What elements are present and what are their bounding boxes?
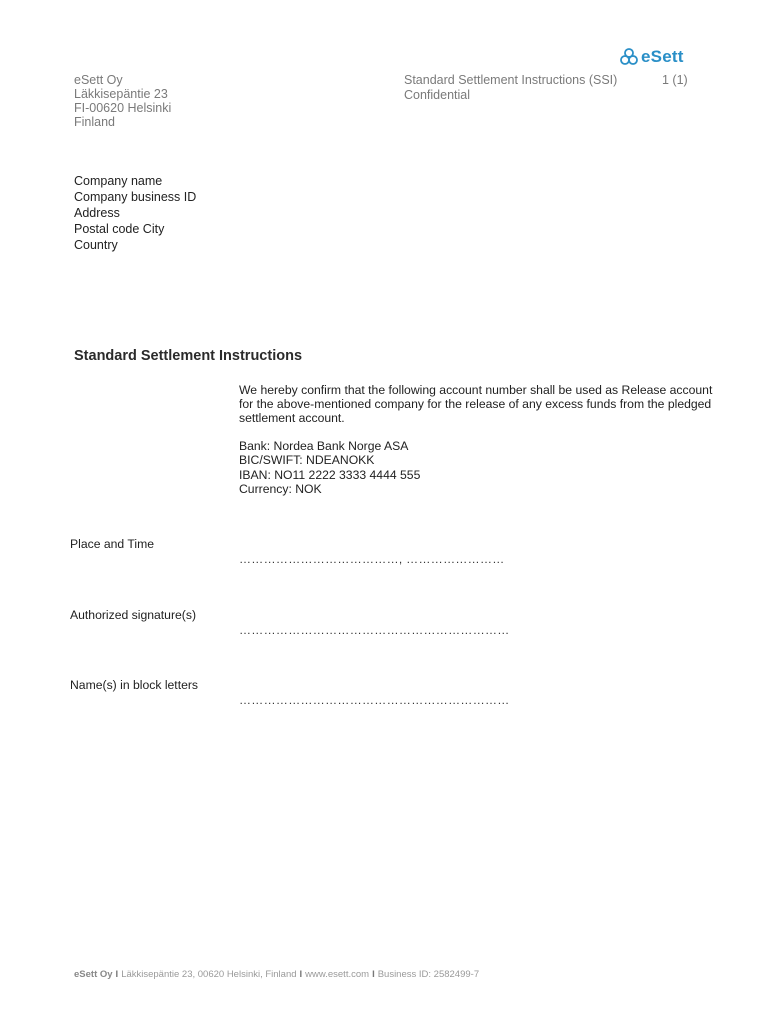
- sender-line: FI-00620 Helsinki: [74, 101, 172, 115]
- esett-logo: [619, 47, 684, 67]
- block-letters-field[interactable]: …………………………………………………………: [239, 693, 510, 707]
- place-time-field[interactable]: …………………………………, ……………………: [239, 552, 505, 566]
- sender-line: Finland: [74, 115, 115, 129]
- recipient-line: Company business ID: [74, 190, 197, 204]
- logo-text: eSett: [641, 47, 684, 66]
- block-letters-label: Name(s) in block letters: [70, 678, 199, 692]
- doc-classification: Confidential: [404, 88, 471, 102]
- iban-line: IBAN: NO11 2222 3333 4444 555: [239, 467, 421, 482]
- currency-line: Currency: NOK: [239, 482, 322, 497]
- footer-separator: I: [372, 969, 375, 980]
- page-footer: [74, 969, 479, 980]
- recipient-block: [74, 173, 196, 253]
- sender-line: eSett Oy: [74, 73, 123, 87]
- place-time-label: Place and Time: [70, 537, 155, 551]
- bic-line: BIC/SWIFT: NDEANOKK: [239, 453, 375, 468]
- footer-separator: I: [115, 969, 119, 980]
- footer-website[interactable]: www.esett.com: [305, 969, 370, 980]
- recipient-line: Company name: [74, 174, 163, 188]
- confirmation-text: We hereby confirm that the following account number shall be used as Release account for the above-mentioned company for the release of any excess funds from the pledged settlement account.: [239, 383, 713, 426]
- bank-line: Bank: Nordea Bank Norge ASA: [239, 439, 409, 453]
- esett-knot-icon: [619, 47, 639, 67]
- bank-details: [239, 439, 420, 497]
- recipient-line: Address: [74, 206, 120, 220]
- sender-line: Läkkisepäntie 23: [74, 87, 168, 101]
- footer-company: eSett Oy: [74, 969, 113, 980]
- signature-field[interactable]: …………………………………………………………: [239, 623, 510, 637]
- footer-address: Läkkisepäntie 23, 00620 Helsinki, Finland: [121, 969, 297, 980]
- sender-address: [74, 73, 171, 129]
- doc-title: Standard Settlement Instructions (SSI): [404, 73, 618, 87]
- page-number: 1 (1): [662, 73, 688, 87]
- footer-separator: I: [299, 969, 303, 980]
- document-title: Standard Settlement Instructions: [74, 348, 303, 364]
- recipient-line: Postal code City: [74, 222, 165, 236]
- signature-label: Authorized signature(s): [70, 608, 196, 622]
- footer-business-id: Business ID: 2582499-7: [377, 969, 480, 980]
- recipient-line: Country: [74, 238, 118, 252]
